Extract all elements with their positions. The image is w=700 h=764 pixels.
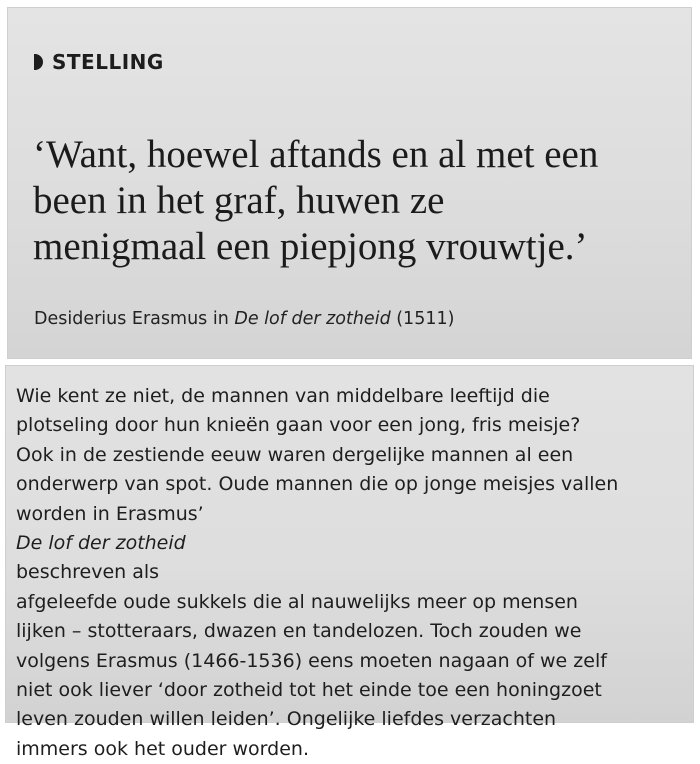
quote-line: ‘Want, hoewel aftands en al met een bbox=[33, 133, 599, 176]
paragraph-line: immers ook het ouder worden. bbox=[16, 737, 309, 760]
section-label: STELLING bbox=[52, 50, 164, 74]
paragraph-line: lijken – stotteraars, dwazen en tandelozen. Toch zouden we bbox=[16, 620, 582, 643]
paragraph-line: leven zouden willen leiden’. Ongelijke liefdes verzachten bbox=[16, 708, 557, 731]
line-segment: beschreven als bbox=[16, 561, 160, 584]
attribution-year: (1511) bbox=[390, 309, 455, 329]
quote-attribution bbox=[34, 309, 454, 329]
line-segment: worden in Erasmus’ bbox=[16, 502, 204, 525]
paragraph-line: niet ook liever ‘door zotheid tot het einde toe een honingzoet bbox=[16, 679, 602, 702]
paragraph-line: Ook in de zestiende eeuw waren dergelijke mannen al een bbox=[16, 443, 574, 466]
paragraph-line: volgens Erasmus (1466-1536) eens moeten nagaan of we zelf bbox=[16, 649, 607, 672]
pull-quote bbox=[33, 132, 693, 270]
paragraph-line: afgeleefde oude sukkels die al nauwelijks meer op mensen bbox=[16, 590, 578, 613]
half-circle-marker-icon bbox=[34, 54, 43, 70]
paragraph-line bbox=[16, 500, 691, 588]
attribution-work-title: De lof der zotheid bbox=[234, 309, 391, 329]
quote-clipping bbox=[8, 8, 691, 358]
paragraph-line: Wie kent ze niet, de mannen van middelbare leeftijd die bbox=[16, 385, 550, 407]
work-title: De lof der zotheid bbox=[16, 532, 186, 555]
article-paragraph bbox=[16, 382, 691, 764]
article-clipping bbox=[6, 366, 693, 760]
section-header bbox=[34, 50, 164, 74]
quote-line: menigmaal een piepjong vrouwtje.’ bbox=[33, 225, 588, 268]
attribution-author: Desiderius Erasmus in bbox=[34, 309, 235, 329]
paragraph-line: plotseling door hun knieën gaan voor een jong, fris meisje? bbox=[16, 414, 581, 437]
paragraph-line: onderwerp van spot. Oude mannen die op jonge meisjes vallen bbox=[16, 473, 619, 496]
quote-line: been in het graf, huwen ze bbox=[33, 179, 445, 222]
